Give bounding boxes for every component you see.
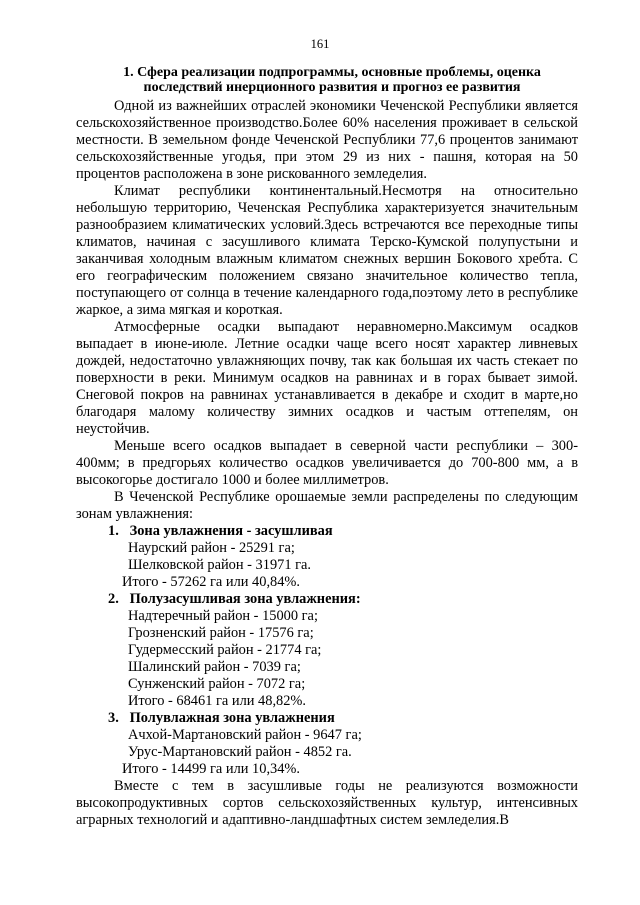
paragraph-precipitation: Атмосферные осадки выпадают неравномерно.Максимум осадков выпадает в июне-июле. Летние осадки чаще всего носят характер ливневых дождей, недостаточно увлажняющих почву, так как большая их часть стекает по поверхности в реки. Минимум осадков на равнинах и в горах бывает зимой. Снеговой покров на равнинах устанавливается в декабре и сходит в марте,но благодаря малому количеству зимних осадков и частым оттепелям, он неустойчив. [76, 319, 578, 437]
zone-item: Гудермесский район - 21774 га; [128, 642, 322, 658]
zone-item: Наурский район - 25291 га; [128, 540, 295, 556]
zone-total: Итого - 68461 га или 48,82%. [128, 693, 307, 709]
paragraph-zones-intro: В Чеченской Республике орошаемые земли распределены по следующим зонам увлажнения: [76, 489, 578, 522]
zone-block [76, 710, 578, 778]
zone-title [76, 523, 578, 540]
section-heading: 1. Сфера реализации подпрограммы, основные проблемы, оценка последствий инерционного развития и прогноз ее развития [123, 65, 541, 95]
zone-title-text: Полувлажная зона увлажнения [129, 710, 335, 726]
page-number: 161 [310, 37, 330, 51]
zone-total: Итого - 57262 га или 40,84%. [122, 574, 301, 590]
zone-number: 1. [108, 523, 119, 539]
paragraph-agriculture: Одной из важнейших отраслей экономики Чеченской Республики является сельскохозяйственное производство.Более 60% населения проживает в сельской местности. В земельном фонде Чеченской Республики 77,6 процентов занимают сельскохозяйственные угодья, при этом 29 из них - пашня, которая на 50 процентов расположена в зоне рискованного земледелия. [76, 98, 578, 182]
paragraph-closing: Вместе с тем в засушливые годы не реализуются возможности высокопродуктивных сортов сельскохозяйственных культур, интенсивных аграрных технологий и адаптивно-ландшафтных систем земледелия.В [76, 778, 578, 828]
paragraph-climate: Климат республики континентальный.Несмотря на относительно небольшую территорию, Чеченская Республика характеризуется значительным разнообразием климатических условий.Здесь встречаются все переходные типы климатов, начиная с засушливого климата Терско-Кумской полупустыни и заканчивая холодным влажным климатом снежных вершин Бокового хребта. С его географическим положением связано значительное количество тепла, поступающего от солнца в течение календарного года,поэтому лето в республике жаркое, а зима мягкая и короткая. [76, 183, 578, 318]
zone-title-text: Зона увлажнения - засушливая [129, 523, 333, 539]
zone-item: Надтеречный район - 15000 га; [128, 608, 318, 624]
zone-block [76, 591, 578, 710]
zone-item: Шалинский район - 7039 га; [128, 659, 301, 675]
zone-title-text: Полузасушливая зона увлажнения: [129, 591, 361, 607]
zone-number: 2. [108, 591, 119, 607]
zone-item: Сунженский район - 7072 га; [128, 676, 306, 692]
zone-title [76, 710, 578, 727]
paragraph-precipitation-amounts: Меньше всего осадков выпадает в северной части республики – 300-400мм; в предгорьях количество осадков увеличивается до 700-800 мм, а в высокогорье достигало 1000 и более миллиметров. [76, 438, 578, 488]
zone-title [76, 591, 578, 608]
zone-total: Итого - 14499 га или 10,34%. [122, 761, 301, 777]
zone-item: Грозненский район - 17576 га; [128, 625, 314, 641]
zone-item: Ачхой-Мартановский район - 9647 га; [128, 727, 362, 743]
zone-list [76, 523, 578, 778]
document-body [76, 98, 578, 829]
zone-item: Шелковской район - 31971 га. [128, 557, 312, 573]
zone-item: Урус-Мартановский район - 4852 га. [128, 744, 352, 760]
zone-number: 3. [108, 710, 119, 726]
zone-block [76, 523, 578, 591]
